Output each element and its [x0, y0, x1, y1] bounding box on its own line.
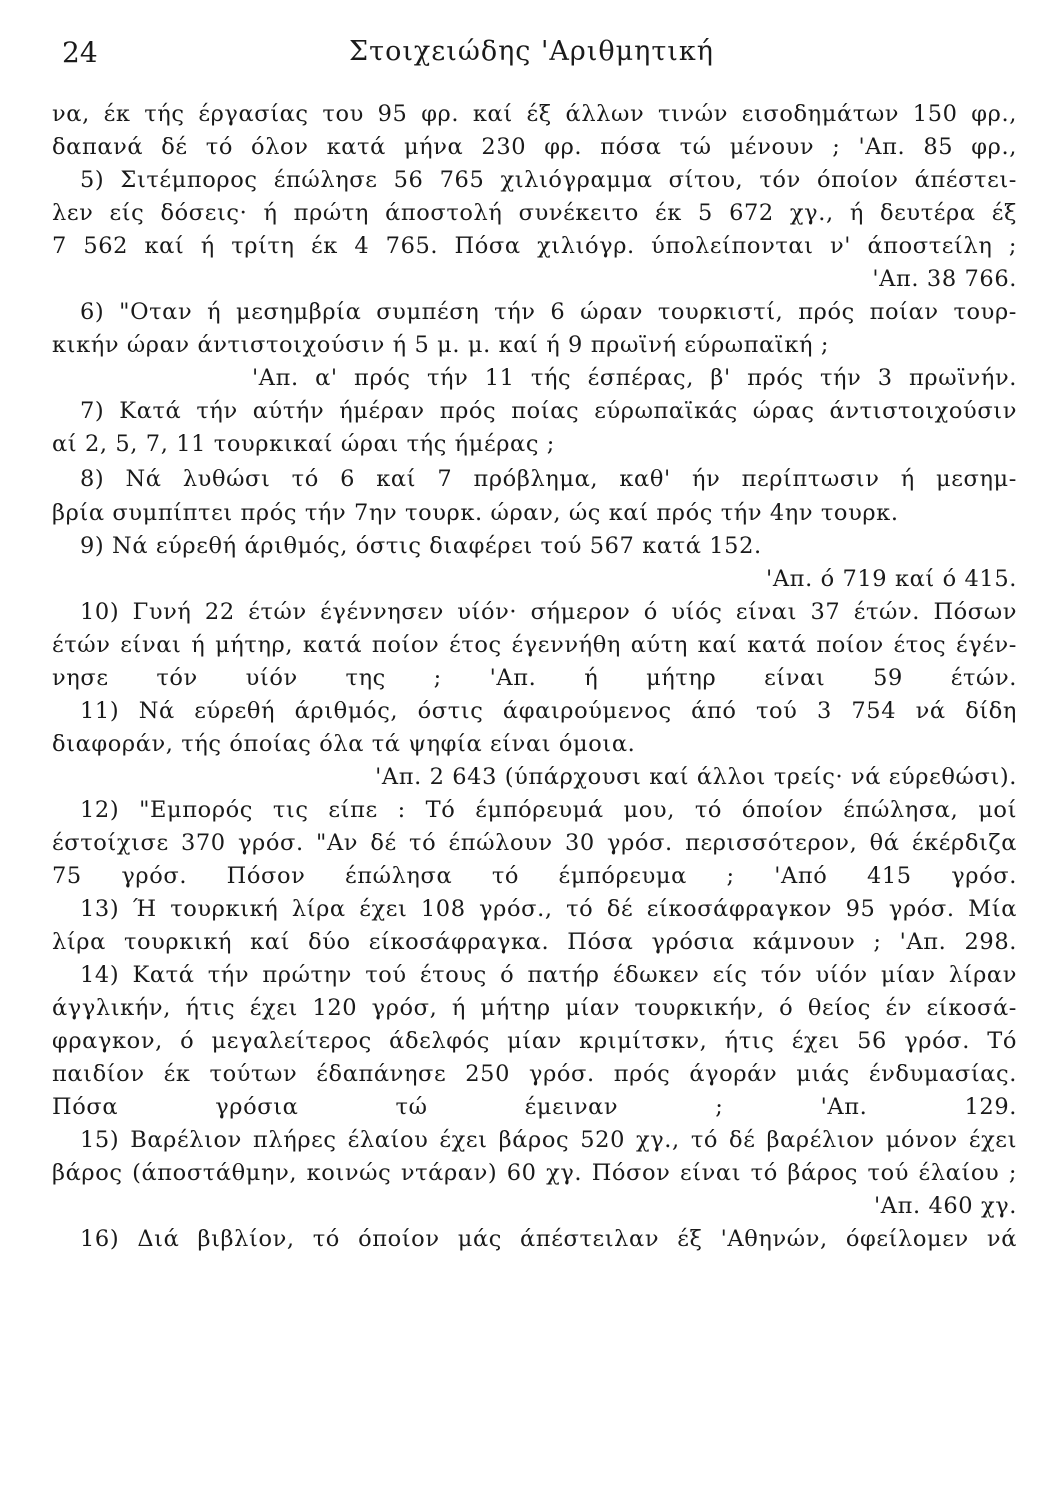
page-number: 24 [62, 36, 98, 69]
text-line: 16) Διά βιβλίον, τό όποίον μάς άπέστειλαν έξ 'Αθηνών, όφείλομεν νά [80, 1226, 1017, 1252]
text-line: φραγκον, ό μεγαλείτερος άδελφός μίαν κριμίτσκν, ήτις έχει 56 γρόσ. Τό [52, 1028, 1017, 1054]
text-line: δαπανά δέ τό όλον κατά μήνα 230 φρ. πόσα τώ μένουν ; 'Απ. 85 φρ., [52, 134, 1017, 160]
answer-line: 'Απ. 460 χγ. [873, 1193, 1017, 1219]
text-line: 10) Γυνή 22 έτών έγέννησεν υίόν· σήμερον ό υίός είναι 37 έτών. Πόσων [80, 599, 1017, 625]
answer-line: 'Απ. 38 766. [872, 266, 1017, 292]
text-line: 15) Βαρέλιον πλήρες έλαίου έχει βάρος 520 χγ., τό δέ βαρέλιον μόνον έχει [80, 1127, 1017, 1153]
text-line: να, έκ τής έργασίας του 95 φρ. καί έξ άλλων τινών εισοδημάτων 150 φρ., [52, 101, 1017, 127]
answer-line: 'Απ. 2 643 (ύπάρχουσι καί άλλοι τρείς· νά εύρεθώσι). [375, 764, 1017, 790]
text-line: έτών είναι ή μήτηρ, κατά ποίον έτος έγεννήθη αύτη καί κατά ποίον έτος έγέν- [52, 632, 1017, 658]
text-line: 13) Ή τουρκική λίρα έχει 108 γρόσ., τό δέ είκοσάφραγκον 95 γρόσ. Μία [80, 896, 1017, 922]
running-title: Στοιχειώδης 'Αριθμητική [349, 36, 714, 67]
text-line: 14) Κατά τήν πρώτην τού έτους ό πατήρ έδωκεν είς τόν υίόν μίαν λίραν [80, 962, 1017, 988]
text-line: βρία συμπίπτει πρός τήν 7ην τουρκ. ώραν, ώς καί πρός τήν 4ην τουρκ. [52, 500, 899, 526]
text-line: λίρα τουρκική καί δύο είκοσάφραγκα. Πόσα γρόσια κάμνουν ; 'Απ. 298. [52, 929, 1017, 955]
text-line: 7) Κατά τήν αύτήν ήμέραν πρός ποίας εύρωπαϊκάς ώρας άντιστοιχούσιν [80, 398, 1017, 424]
text-line: νησε τόν υίόν της ; 'Απ. ή μήτηρ είναι 59 έτών. [52, 665, 1017, 691]
text-line: άγγλικήν, ήτις έχει 120 γρόσ, ή μήτηρ μίαν τουρκικήν, ό θείος έν είκοσά- [52, 995, 1017, 1021]
text-line: 6) "Οταν ή μεσημβρία συμπέση τήν 6 ώραν τουρκιστί, πρός ποίαν τουρ- [80, 299, 1017, 325]
text-line: 5) Σιτέμπορος έπώλησε 56 765 χιλιόγραμμα σίτου, τόν όποίον άπέστει- [80, 167, 1017, 193]
text-line: παιδίον έκ τούτων έδαπάνησε 250 γρόσ. πρός άγοράν μιάς ένδυμασίας. [52, 1061, 1017, 1087]
text-line: 9) Νά εύρεθή άριθμός, όστις διαφέρει τού 567 κατά 152. [80, 533, 762, 559]
text-line: 7 562 καί ή τρίτη έκ 4 765. Πόσα χιλιόγρ. ύπολείπονται ν' άποστείλη ; [52, 233, 1017, 259]
text-line: αί 2, 5, 7, 11 τουρκικαί ώραι τής ήμέρας ; [52, 431, 555, 457]
text-line: 12) "Εμπορός τις είπε : Τό έμπόρευμά μου, τό όποίον έπώλησα, μοί [80, 797, 1017, 823]
answer-line: 'Απ. ό 719 καί ό 415. [766, 566, 1017, 592]
text-line: 11) Νά εύρεθή άριθμός, όστις άφαιρούμενος άπό τού 3 754 νά δίδη [80, 698, 1017, 724]
text-line: βάρος (άποστάθμην, κοινώς ντάραν) 60 χγ. Πόσον είναι τό βάρος τού έλαίου ; [52, 1160, 1017, 1186]
text-line: έστοίχισε 370 γρόσ. "Αν δέ τό έπώλουν 30 γρόσ. περισσότερον, θά έκέρδιζα [52, 830, 1017, 856]
text-line: Πόσα γρόσια τώ έμειναν ; 'Απ. 129. [52, 1094, 1017, 1120]
page-header [62, 36, 1001, 86]
text-line: 8) Νά λυθώσι τό 6 καί 7 πρόβλημα, καθ' ήν περίπτωσιν ή μεσημ- [80, 466, 1017, 492]
text-line: διαφοράν, τής όποίας όλα τά ψηφία είναι όμοια. [52, 731, 636, 757]
text-line: κικήν ώραν άντιστοιχούσιν ή 5 μ. μ. καί ή 9 πρωϊνή εύρωπαϊκή ; [52, 332, 830, 358]
text-line: 75 γρόσ. Πόσον έπώλησα τό έμπόρευμα ; 'Από 415 γρόσ. [52, 863, 1017, 889]
page-body [52, 98, 1017, 1256]
answer-line: 'Απ. α' πρός τήν 11 τής έσπέρας, β' πρός τήν 3 πρωϊνήν. [252, 365, 1017, 391]
text-line: λεν είς δόσεις· ή πρώτη άποστολή συνέκειτο έκ 5 672 χγ., ή δευτέρα έξ [52, 200, 1017, 226]
